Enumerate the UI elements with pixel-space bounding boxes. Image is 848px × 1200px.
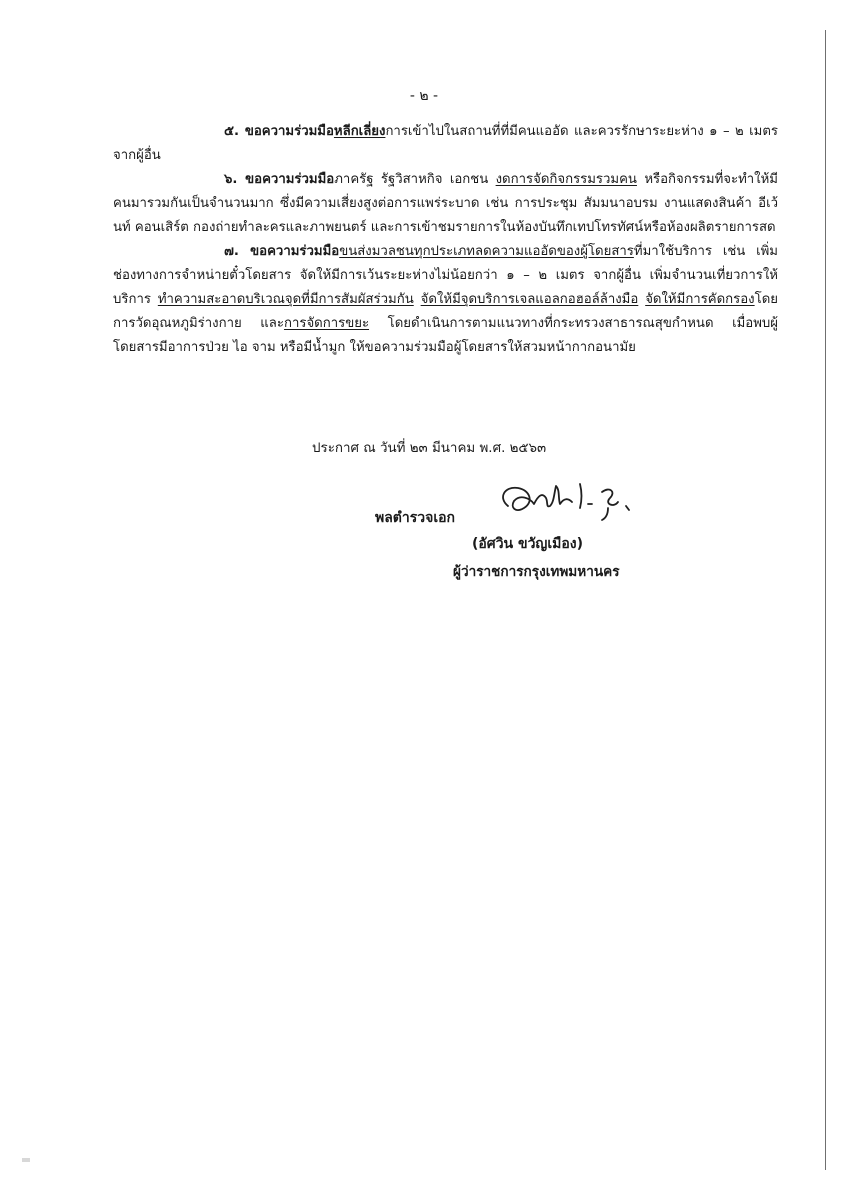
paragraph-text-run: ภาครัฐ รัฐวิสาหกิจ เอกชน — [334, 172, 496, 187]
paragraph-text-run: หรือกิจกรรมที่จะทำให้มีคนมารวมกันเป็นจำนวนมาก ซึ่งมีความเสี่ยงสูงต่อการแพร่ระบาด เช่น การประชุม สัมมนาอบรม งานแสดงสินค้า อีเว้นท์ คอนเสิร์ต กองถ่ายทำละครและภาพยนตร์ และการเข้าชมรายการในห้องบันทึกเทปโทรทัศน์หรือห้องผลิตรายการสด — [113, 172, 778, 235]
signatory-name: (อัศวิน ขวัญเมือง) — [472, 536, 584, 552]
paragraph-7 — [113, 240, 778, 360]
paragraph-text-run: การเข้าไปในสถานที่ที่มีคนแออัด และควรรักษาระยะห่าง ๑ – ๒ เมตร จากผู้อื่น — [113, 124, 779, 163]
paragraph-text-run: ๖. — [224, 172, 246, 187]
paragraph-text-run: ขอความร่วมมือ — [244, 124, 334, 139]
paragraph-text-run: จัดให้มีการคัดกรอง — [645, 292, 755, 307]
paragraph-text-run: การจัดการขยะ — [283, 316, 370, 331]
paragraph-text-run: โดยการวัดอุณหภูมิร่างกาย และ — [113, 292, 778, 331]
scan-artifact — [22, 1158, 30, 1162]
paragraph-text-run: หลีกเลี่ยง — [333, 124, 386, 139]
paragraph-text-run: โดยดำเนินการตามแนวทางที่กระทรวงสาธารณสุขกำหนด เมื่อพบผู้โดยสารมีอาการป่วย ไอ จาม หรือมีน้ำมูก ให้ขอความร่วมมือผู้โดยสารให้สวมหน้ากากอนามัย — [113, 316, 778, 355]
paragraph-text-run: ๗. — [224, 244, 251, 259]
paragraph-text-run: ขอความร่วมมือ — [250, 244, 340, 259]
paragraph-text-run: งดการจัดกิจกรรมรวมคน — [495, 172, 637, 187]
handwritten-signature — [490, 468, 640, 528]
paragraph-6 — [113, 168, 778, 240]
paragraph-text-run: ที่มาใช้บริการ เช่น เพิ่มช่องทางการจำหน่ายตั๋วโดยสาร จัดให้มีการเว้นระยะห่างไม่น้อยกว่า ๑ – ๒ เมตร จากผู้อื่น เพิ่มจำนวนเที่ยวการให้บริการ — [113, 244, 778, 307]
signatory-position: ผู้ว่าราชการกรุงเทพมหานคร — [453, 564, 620, 580]
signatory-rank: พลตำรวจเอก — [375, 510, 456, 526]
body-text — [113, 120, 778, 360]
page-edge-line — [825, 30, 826, 1170]
announcement-date: ประกาศ ณ วันที่ ๒๓ มีนาคม พ.ศ. ๒๕๖๓ — [312, 441, 547, 456]
paragraph-5 — [113, 120, 778, 168]
paragraph-text-run: ๕. — [224, 124, 245, 139]
paragraph-text-run: ทำความสะอาดบริเวณจุดที่มีการสัมผัสร่วมกัน — [157, 292, 414, 307]
paragraph-text-run: ขนส่งมวลชนทุกประเภทลดความแออัดของผู้โดยสาร — [339, 244, 634, 259]
page-number: - ๒ - — [409, 88, 439, 104]
paragraph-text-run: ขอความร่วมมือ — [245, 172, 335, 187]
paragraph-text-run — [414, 292, 421, 307]
paragraph-text-run: จัดให้มีจุดบริการเจลแอลกอฮอล์ล้างมือ — [420, 292, 639, 307]
